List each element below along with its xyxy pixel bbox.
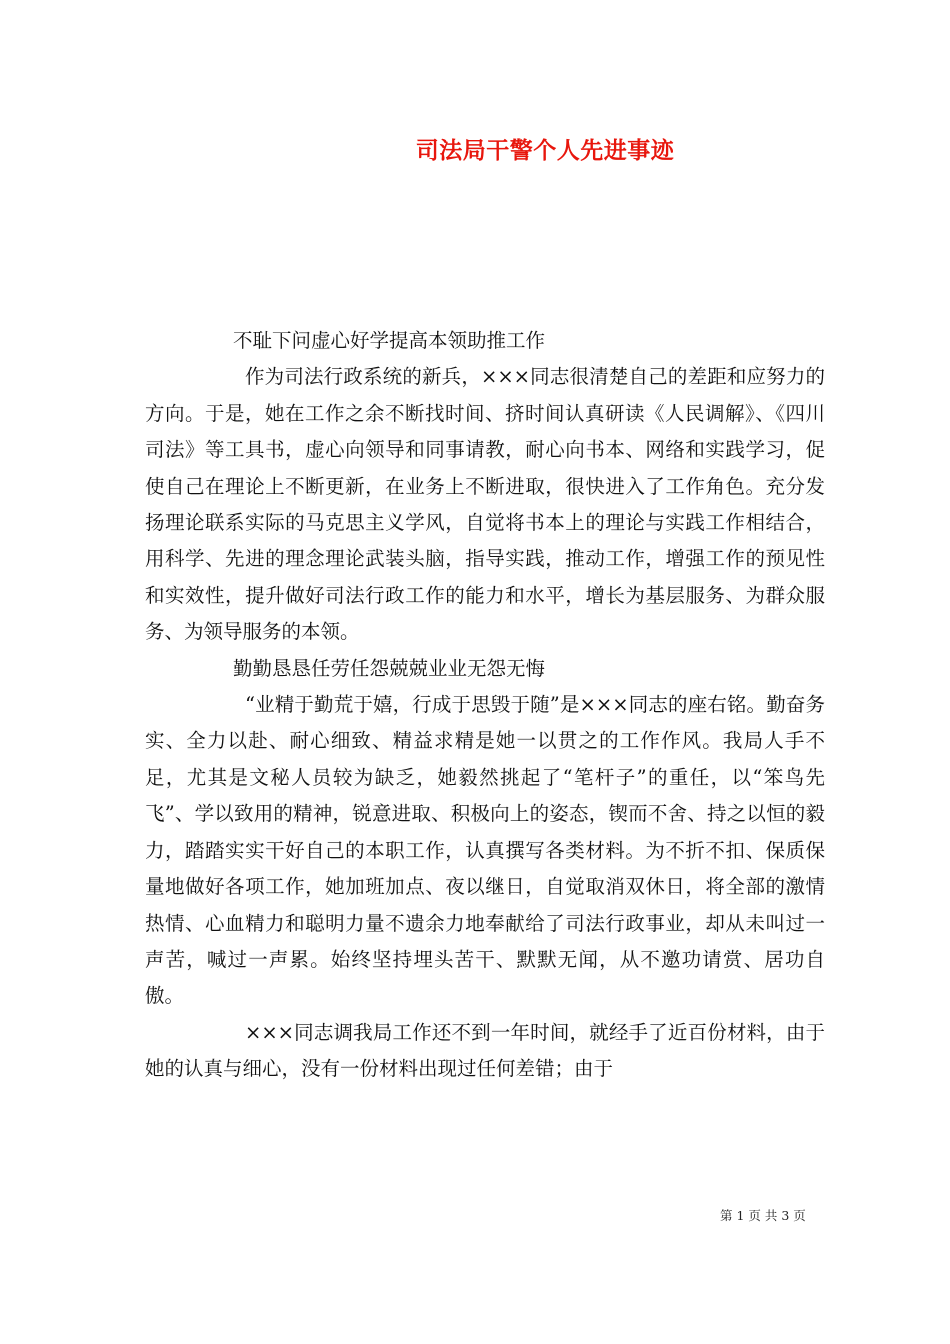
page-footer: 第 1 页 共 3 页 [720, 1208, 806, 1223]
section-heading: 不耻下问虚心好学提高本领助推工作 [233, 329, 546, 352]
document-body [145, 323, 825, 1088]
paragraph: ×××同志调我局工作还不到一年时间，就经手了近百份材料，由于她的认真与细心，没有一份材料出现过任何差错；由于 [145, 1020, 825, 1081]
document-title: 司法局干警个人先进事迹 [415, 137, 675, 164]
paragraph: 作为司法行政系统的新兵，×××同志很清楚自己的差距和应努力的方向。于是，她在工作之余不断找时间、挤时间认真研读《人民调解》、《四川司法》等工具书，虚心向领导和同事请教，耐心向书本、网络和实践学习，促使自己在理论上不断更新，在业务上不断进取，很快进入了工作角色。充分发扬理论联系实际的马克思主义学风，自觉将书本上的理论与实践工作相结合，用科学、先进的理念理论武装头脑，指导实践，推动工作，增强工作的预见性和实效性，提升做好司法行政工作的能力和水平，增长为基层服务、为群众服务、为领导服务的本领。 [145, 365, 825, 644]
paragraph: “业精于勤荒于嬉，行成于思毁于随”是×××同志的座右铭。勤奋务实、全力以赴、耐心细致、精益求精是她一以贯之的工作作风。我局人手不足，尤其是文秘人员较为缺乏，她毅然挑起了“笔杆子”的重任，以“笨鸟先飞”、学以致用的精神，锐意进取、积极向上的姿态，锲而不舍、持之以恒的毅力，踏踏实实干好自己的本职工作，认真撰写各类材料。为不折不扣、保质保量地做好各项工作，她加班加点、夜以继日，自觉取消双休日，将全部的激情热情、心血精力和聪明力量不遗余力地奉献给了司法行政事业，却从未叫过一声苦，喊过一声累。始终坚持埋头苦干、默默无闻，从不邀功请赏、居功自傲。 [145, 693, 825, 1008]
section-heading: 勤勤恳恳任劳任怨兢兢业业无怨无悔 [233, 656, 546, 680]
